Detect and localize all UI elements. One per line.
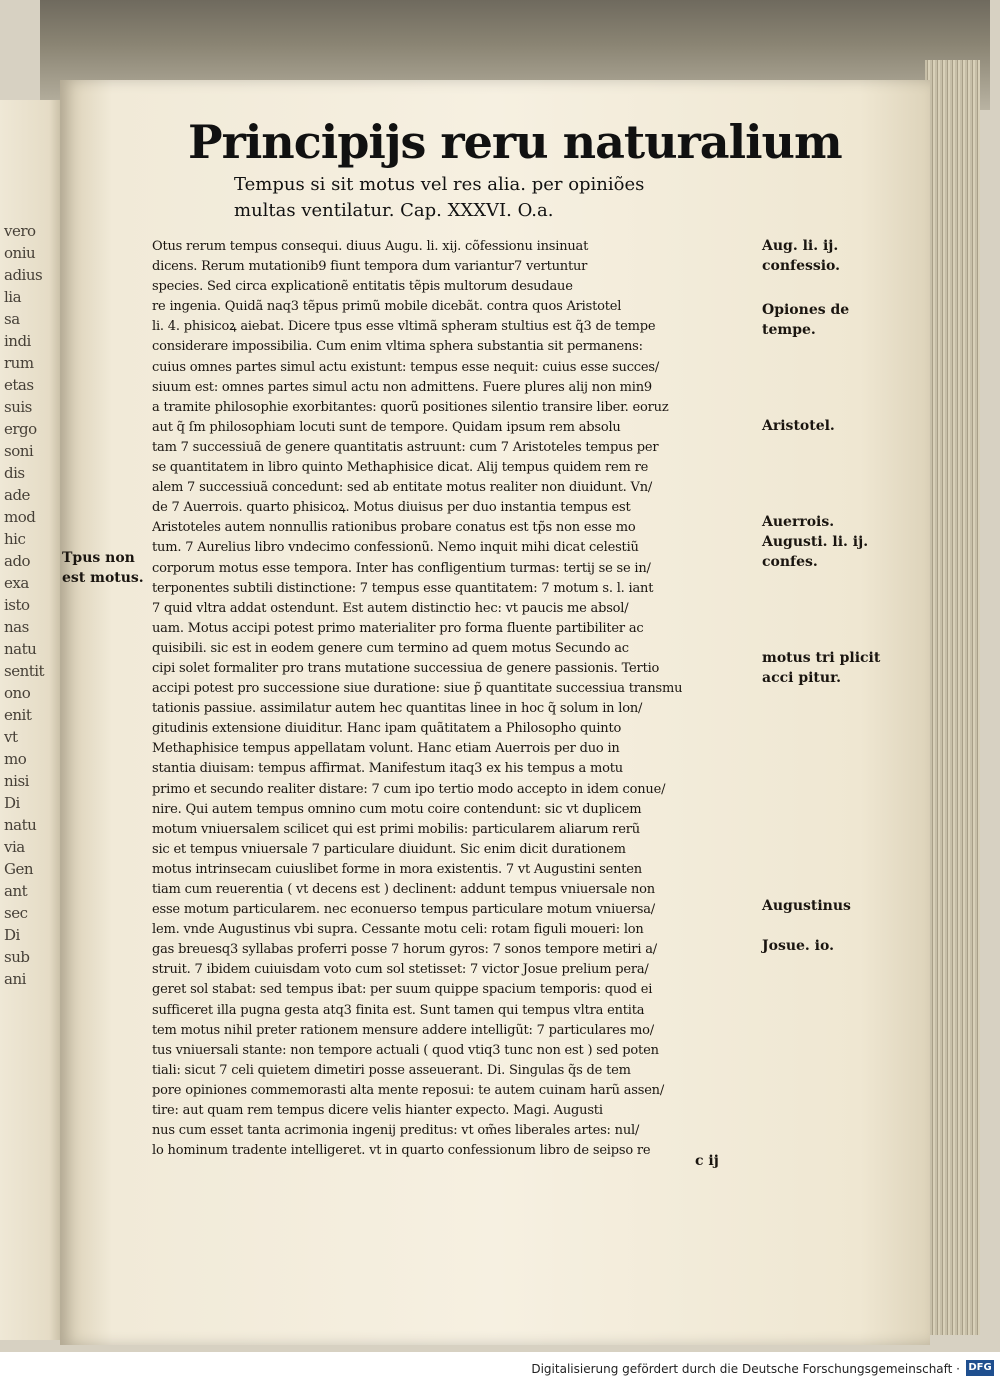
left-page-line: enit [4, 706, 32, 724]
text-line: sufficeret illa pugna gesta atq3 finita est. Sunt tamen qui tempus vltra entita [152, 1002, 645, 1018]
margin-note-left: Tpus non est motus. [62, 550, 144, 586]
left-page-line: via [4, 838, 25, 856]
left-page-line: natu [4, 816, 37, 834]
left-page-line: sec [4, 904, 28, 922]
left-page-line: nas [4, 618, 29, 636]
text-line: motum vniuersalem scilicet qui est primi mobilis: particularem aliarum rerũ [152, 821, 640, 837]
text-line: terponentes subtili distinctione: 7 tempus esse quantitatem: 7 motum s. l. iant [152, 580, 654, 596]
left-page-line: ergo [4, 420, 37, 438]
text-line: gitudinis extensione diuiditur. Hanc ipam quãtitatem a Philosopho quinto [152, 721, 622, 737]
text-line: nus cum esset tanta acrimonia ingenij preditus: vt om̃es liberales artes: nul/ [152, 1123, 640, 1139]
left-page-line: sa [4, 310, 20, 328]
text-line: considerare impossibilia. Cum enim vltima sphera substantia sit permanens: [152, 339, 643, 355]
left-page-text [4, 220, 64, 990]
dfg-logo: DFG [966, 1360, 994, 1376]
left-page-line: ant [4, 882, 28, 900]
margin-note: motus tri plicit acci pitur. [762, 650, 881, 686]
left-page-line: vt [4, 728, 18, 746]
text-line: struit. 7 ibidem cuiuisdam voto cum sol stetisset: 7 victor Josue prelium pera/ [152, 962, 649, 978]
left-page-line: dis [4, 464, 25, 482]
left-page-line: ani [4, 970, 26, 988]
text-line: tum. 7 Aurelius libro vndecimo confessionũ. Nemo inquit mihi dicat celestiũ [152, 540, 639, 556]
left-page-line: exa [4, 574, 29, 592]
text-line: tus vniuersali stante: non tempore actuali ( quod vtiq3 tunc non est ) sed poten [152, 1042, 659, 1058]
left-page-line: mo [4, 750, 27, 768]
text-line: dicens. Rerum mutationib9 fiunt tempora dum variantur7 vertuntur [152, 259, 588, 275]
text-line: tationis passiue. assimilatur autem hec quantitas linee in hoc q̃ solum in lon/ [152, 701, 643, 717]
left-page-line: nisi [4, 772, 29, 790]
text-line: tam 7 successiuã de genere quantitatis astruunt: cum 7 Aristoteles tempus per [152, 439, 659, 455]
left-page-line: hic [4, 530, 26, 548]
text-line: sic et tempus vniuersale 7 particulare diuidunt. Sic enim dicit durationem [152, 841, 626, 857]
chapter-subheading: Tempus si sit motus vel res alia. per opiniões multas ventilatur. Cap. XXXVI. O.a. [234, 174, 645, 221]
margin-note: Auerrois. [762, 514, 835, 530]
text-line: alem 7 successiuã concedunt: sed ab entitate motus realiter non diuidunt. Vn/ [152, 480, 653, 496]
text-line: accipi potest pro successione siue duratione: siue p̃ quantitate successiua transmu [152, 681, 683, 697]
left-page-line: oniu [4, 244, 36, 262]
text-line: esse motum particularem. nec econuerso tempus particulare motum vniuersa/ [152, 902, 655, 918]
left-page-line: natu [4, 640, 37, 658]
text-line: nire. Qui autem tempus omnino cum motu coire contendunt: sic vt duplicem [152, 801, 642, 817]
text-line: geret sol stabat: sed tempus ibat: per suum quippe spacium temporis: quod ei [152, 982, 653, 998]
signature-mark: c ij [695, 1153, 719, 1169]
text-line: aut q̃ ſm philosophiam locuti sunt de tempore. Quidam ipsum rem absolu [152, 419, 621, 435]
text-line: li. 4. phisicoꝝ aiebat. Dicere tpus esse vltimã spheram stultius est q̃3 de tempe [152, 319, 656, 335]
text-line: species. Sed circa explicationẽ entitatis tẽpis multorum desudaue [152, 279, 573, 295]
text-line: siuum est: omnes partes simul actu non admittens. Fuere plures alij non min9 [152, 379, 653, 395]
text-line: cipi solet formaliter pro trans mutatione successiua de genere passionis. Tertio [152, 660, 660, 676]
text-line: quisibili. sic est in eodem genere cum termino ad quem motus Secundo ac [152, 640, 629, 656]
margin-note: Aristotel. [762, 418, 835, 434]
margin-note: Augusti. li. ij. confes. [762, 534, 869, 570]
text-line: lo hominum tradente intelligeret. vt in quarto confessionum libro de seipso re [152, 1143, 651, 1159]
left-page-line: adius [4, 266, 43, 284]
book-fore-edge [925, 60, 980, 1335]
text-line: stantia diuisam: tempus affirmat. Manifestum itaq3 ex his tempus a motu [152, 761, 623, 777]
left-page-line: etas [4, 376, 34, 394]
text-line: uam. Motus accipi potest primo materialiter pro forma fluente partibiliter ac [152, 620, 644, 636]
text-line: cuius omnes partes simul actu existunt: tempus esse nequit: cuius esse succes/ [152, 359, 660, 375]
left-page-line: rum [4, 354, 34, 372]
body-text [152, 237, 764, 1161]
text-line: Methaphisice tempus appellatam volunt. Hanc etiam Auerrois per duo in [152, 741, 620, 757]
left-page-line: ade [4, 486, 30, 504]
text-line: de 7 Auerrois. quarto phisicoꝝ. Motus diuisus per duo instantia tempus est [152, 500, 631, 516]
text-line: primo et secundo realiter distare: 7 cum ipo tertio modo accepto in idem conue/ [152, 781, 666, 797]
left-page-line: sub [4, 948, 30, 966]
left-page-line: mod [4, 508, 36, 526]
left-page-line: lia [4, 288, 22, 306]
text-line: se quantitatem in libro quinto Methaphisice dicat. Alij tempus quidem rem re [152, 460, 649, 476]
text-line: tem motus nihil preter rationem mensure addere intelligũt: 7 particulares mo/ [152, 1022, 654, 1038]
text-line: re ingenia. Quidã naq3 tẽpus primũ mobile dicebãt. contra quos Aristotel [152, 299, 622, 315]
left-page-line: soni [4, 442, 34, 460]
left-page-line: ado [4, 552, 31, 570]
left-page-line: vero [4, 222, 36, 240]
text-line: tiali: sicut 7 celi quietem dimetiri posse asseuerant. Di. Singulas q̃s de tem [152, 1062, 631, 1078]
text-line: Aristoteles autem nonnullis rationibus probare conatus est tp̃s non esse mo [152, 520, 636, 536]
margin-note: Aug. li. ij. confessio. [762, 238, 841, 274]
left-page-line: Di [4, 794, 20, 812]
left-page-line: indi [4, 332, 31, 350]
text-line: tiam cum reuerentia ( vt decens est ) declinent: addunt tempus vniuersale non [152, 882, 655, 897]
left-page-line: ono [4, 684, 31, 702]
text-line: 7 quid vltra addat ostendunt. Est autem distinctio hec: vt paucis me absol/ [152, 600, 629, 616]
margin-note: Josue. io. [762, 938, 834, 954]
text-line: Otus rerum tempus consequi. diuus Augu. li. xij. cõfessionu insinuat [152, 239, 589, 254]
left-page-line: sentit [4, 662, 45, 680]
margin-note: Augustinus [762, 898, 851, 914]
text-line: pore opiniones commemorasti alta mente reposui: te autem cuinam harũ assen/ [152, 1082, 665, 1098]
page-heading: Principijs reru naturalium [188, 115, 842, 169]
text-line: motus intrinsecam cuiuslibet forme in mora existentis. 7 vt Augustini senten [152, 861, 642, 877]
text-line: corporum motus esse tempora. Inter has confligentium turmas: tertij se se in/ [152, 560, 651, 576]
footer-credit: Digitalisierung gefördert durch die Deutsche Forschungsgemeinschaft · [531, 1362, 960, 1376]
left-page-line: Di [4, 926, 20, 944]
left-page-line: Gen [4, 860, 34, 878]
margin-note: Opiones de tempe. [762, 302, 850, 338]
left-page-line: suis [4, 398, 32, 416]
text-line: a tramite philosophie exorbitantes: quorũ positiones silentio transire liber. eoruz [152, 399, 669, 415]
text-line: tire: aut quam rem tempus dicere velis hianter expecto. Magi. Augusti [152, 1103, 603, 1119]
text-line: lem. vnde Augustinus vbi supra. Cessante motu celi: rotam figuli moueri: lon [152, 922, 644, 938]
left-page-line: isto [4, 596, 30, 614]
text-line: gas breuesq3 syllabas proferri posse 7 horum gyros: 7 sonos tempore metiri a/ [152, 942, 657, 958]
